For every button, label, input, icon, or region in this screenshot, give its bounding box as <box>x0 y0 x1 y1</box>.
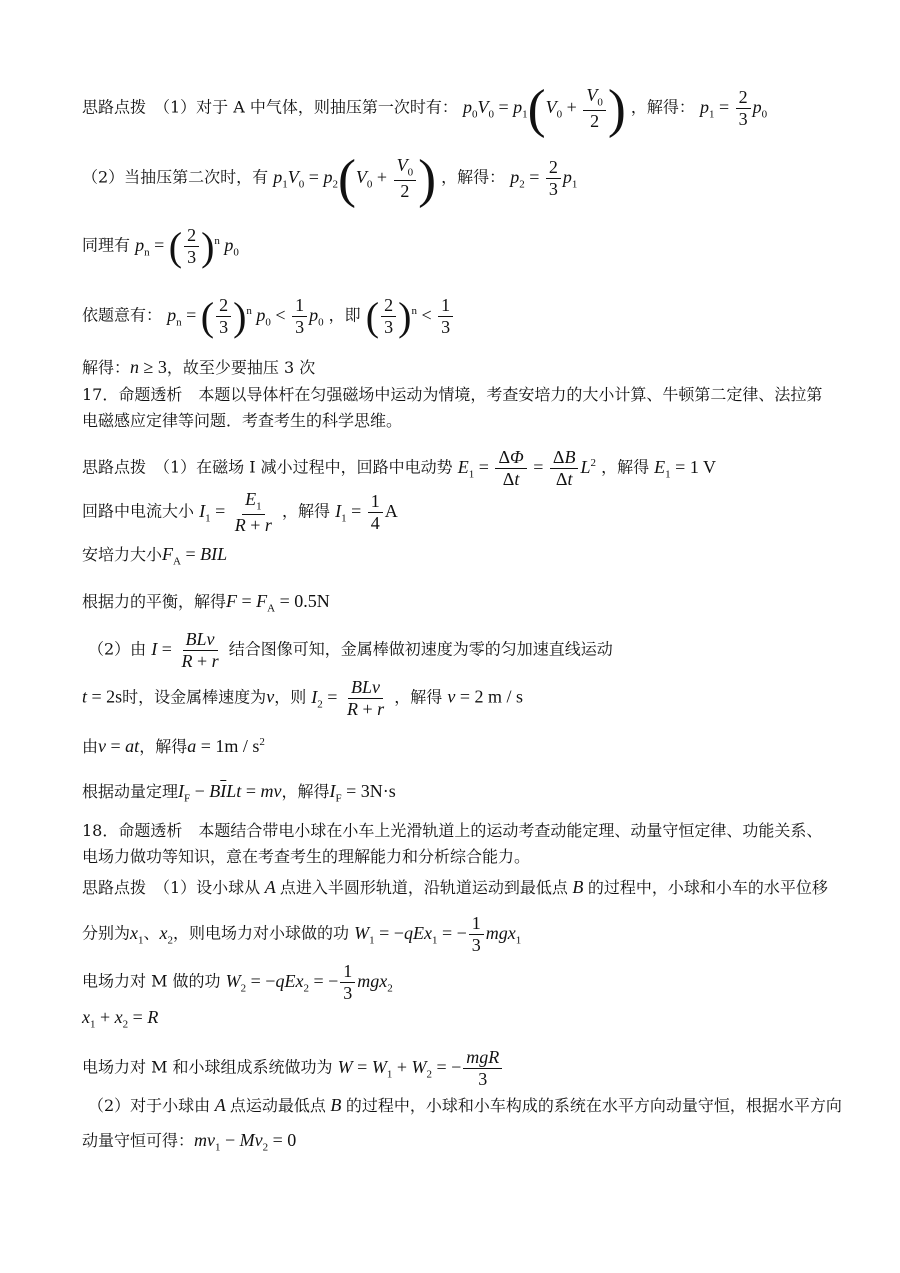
q18-p6-b: 点运动最低点 <box>229 1096 326 1115</box>
equation-i-blv: I = $\frac{\text{BLv}}{R + r}$ <box>151 629 219 671</box>
q16-line-5 <box>82 358 315 376</box>
equation-boyle-2: $p_1V_0 = p_2(V_0$ + $\frac{V_0}{2}$ ) <box>273 147 437 208</box>
q17-p1-mid: ，解得 <box>601 457 650 477</box>
equation-momentum-conservation: $mv_1 - Mv_2 = 0$ <box>194 1130 297 1154</box>
q18-p2-b: 、 <box>143 923 160 943</box>
equation-pn: $p_n$ = ( $\frac{2}{3}$ )$^n$ $p_0$ <box>135 223 239 269</box>
q18-line-6 <box>88 1096 842 1114</box>
q17-line-5 <box>88 630 613 671</box>
equation-a: $a = 1m / s^2$ <box>187 736 265 756</box>
q18-line-1 <box>82 878 828 896</box>
q17-line-8 <box>82 782 396 805</box>
q18-p6-c: 的过程中，小球和小车构成的系统在水平方向动量守恒，根据水平方向 <box>345 1096 842 1115</box>
equation-p2: $p_2$ = $\frac{2}{3}$ $p_1$ <box>510 157 578 200</box>
equation-emf: $E_1$ = $\frac{\Delta\Phi}{\Delta t}$ = $\frac{\Delta B}{\Delta t}$ $L^2$ <box>457 447 596 489</box>
q17-p2-label: 回路中电流大小 <box>82 501 195 521</box>
equation-balance: $F = F_A = 0.5N$ <box>226 591 330 615</box>
q18-heading-2: 电场力做功等知识，意在考查考生的理解能力和分析综合能力。 <box>82 847 531 866</box>
equation-current: $I_1$ = $\frac{E_1}{R + r}$ <box>199 489 272 536</box>
q16-line1-mid: ，解得： <box>630 97 695 117</box>
q18-line-4 <box>82 1008 158 1031</box>
q18-line-2 <box>82 914 521 955</box>
q17-line-2 <box>82 490 398 535</box>
symbol-v: v <box>266 686 275 707</box>
q17-p1-label: 思路点拨 （1）在磁场 I 减小过程中，回路中电动势 <box>82 457 453 477</box>
q17-line-3 <box>82 545 227 568</box>
equation-p1: $p_1$ = $\frac{2}{3}$ $p_0$ <box>700 87 768 130</box>
q17-p4-label: 根据力的平衡，解得 <box>82 592 227 611</box>
symbol-B-2: B <box>325 1095 346 1115</box>
symbol-x1: $x_1$ <box>130 922 144 947</box>
q17-heading-2: 电磁感应定律等问题．考查考生的科学思维。 <box>82 411 403 430</box>
equation-t: t = 2s <box>82 686 123 707</box>
symbol-x2: $x_2$ <box>159 922 174 947</box>
q18-p1-c: 的过程中，小球和小车的水平位移 <box>587 878 828 897</box>
equation-i1: $I_1$ = $\frac{1}{4}$ A <box>335 491 398 534</box>
equation-v-at: v = at <box>98 736 140 756</box>
symbol-A: A <box>260 877 280 897</box>
q16-line5-a: 解得： <box>82 358 131 377</box>
q16-line4-label: 依题意有： <box>82 305 163 325</box>
symbol-A-2: A <box>210 1095 230 1115</box>
equation-w-total: $W = W_1 + W_2$ = − $\frac{\text{mgR}}{3}$ <box>338 1057 505 1077</box>
q17-p5-tail: 结合图像可知，金属棒做初速度为零的匀加速直线运动 <box>228 639 613 659</box>
equation-if: $I_F = 3N\cdot s$ <box>329 781 396 805</box>
equation-n: n ≥ 3 <box>130 357 167 377</box>
q16-line3-label: 同理有 <box>82 235 131 255</box>
q16-line2-mid: ，解得： <box>441 167 506 187</box>
equation-boyle-1: $p_0V_0 = p_1(V_0$ + $\frac{V_0}{2}$ ) <box>463 77 626 138</box>
q16-line2-label: （2）当抽压第二次时，有 <box>82 167 269 187</box>
q17-p8-mid: ，解得 <box>281 782 330 801</box>
q17-p6-mid3: ，解得 <box>394 687 443 707</box>
equation-e1: $E_1 = 1$ V <box>654 456 716 481</box>
q18-p3-a: 电场力对 M 做的功 <box>82 971 221 991</box>
equation-x-sum: $x_1 + x_2 = R$ <box>82 1007 159 1031</box>
q18-p5-a: 电场力对 M 和小球组成系统做功为 <box>82 1057 333 1077</box>
q17-p8-label: 根据动量定理 <box>82 782 179 801</box>
q17-p2-mid: ，解得 <box>282 501 331 521</box>
q17-p7-mid: ，解得 <box>139 737 188 756</box>
q18-p6-a: （2）对于小球由 <box>88 1096 211 1115</box>
q16-line-3 <box>82 223 239 269</box>
equation-i2: $I_2$ = $\frac{\text{BLv}}{R + r}$ <box>311 677 385 719</box>
q18-p1: 思路点拨 （1）设小球从 <box>82 878 261 897</box>
q18-line-7 <box>82 1131 296 1154</box>
q17-line-1 <box>82 448 716 489</box>
q17-line-6 <box>82 678 523 719</box>
equation-inequality: $p_n$ = ( $\frac{2}{3}$ )$^n$ $p_0$ < $\frac{1}{3}$ $p_0$ <box>167 293 324 339</box>
q17-heading-1: 17．命题透析 本题以导体杆在匀强磁场中运动为情境，考查安培力的大小计算、牛顿第二定律、法拉第 <box>82 385 823 404</box>
q17-p3-label: 安培力大小 <box>82 545 163 564</box>
equation-v: v = 2 m / s <box>447 686 523 707</box>
q18-p2-c: ，则电场力对小球做的功 <box>173 923 350 943</box>
q17-p7-label: 由 <box>82 737 99 756</box>
q17-p6-mid1: 时，设金属棒速度为 <box>122 687 267 707</box>
equation-w1: $W_1 = -qEx_1$ = − $\frac{1}{3}$ mgx$_1$ <box>354 913 522 955</box>
q16-line-2 <box>82 147 578 208</box>
equation-ampere-force: $F_A$ = BIL <box>162 544 228 568</box>
q16-line-4 <box>82 293 455 339</box>
q18-line-3 <box>82 962 393 1003</box>
q16-line-1 <box>82 77 768 138</box>
equation-momentum-theorem: $I_F - B\overline{I}Lt$ = mv <box>178 781 282 805</box>
q16-line1-label: 思路点拨 （1）对于 A 中气体，则抽压第一次时有： <box>82 97 458 117</box>
q17-line-4 <box>82 592 330 615</box>
symbol-B: B <box>567 877 588 897</box>
equation-w2: $W_2 = -qEx_2$ = − $\frac{1}{3}$ mgx$_2$ <box>225 961 393 1003</box>
q18-p7-a: 动量守恒可得： <box>82 1131 195 1150</box>
q17-line-7 <box>82 737 265 755</box>
q16-line5-b: ，故至少要抽压 3 次 <box>166 358 316 377</box>
q17-p5-label: （2）由 <box>88 639 147 659</box>
q16-line4-mid: ，即 <box>328 305 361 325</box>
q17-p6-mid2: ，则 <box>274 687 307 707</box>
q18-p2-a: 分别为 <box>82 923 131 943</box>
q18-p1-b: 点进入半圆形轨道，沿轨道运动到最低点 <box>279 878 568 897</box>
equation-inequality-2: ( $\frac{2}{3}$ )$^n$ < $\frac{1}{3}$ <box>366 305 455 325</box>
q18-line-5 <box>82 1048 504 1089</box>
q18-heading-1: 18．命题透析 本题结合带电小球在小车上光滑轨道上的运动考查动能定理、动量守恒定律、功能关系、 <box>82 821 823 840</box>
